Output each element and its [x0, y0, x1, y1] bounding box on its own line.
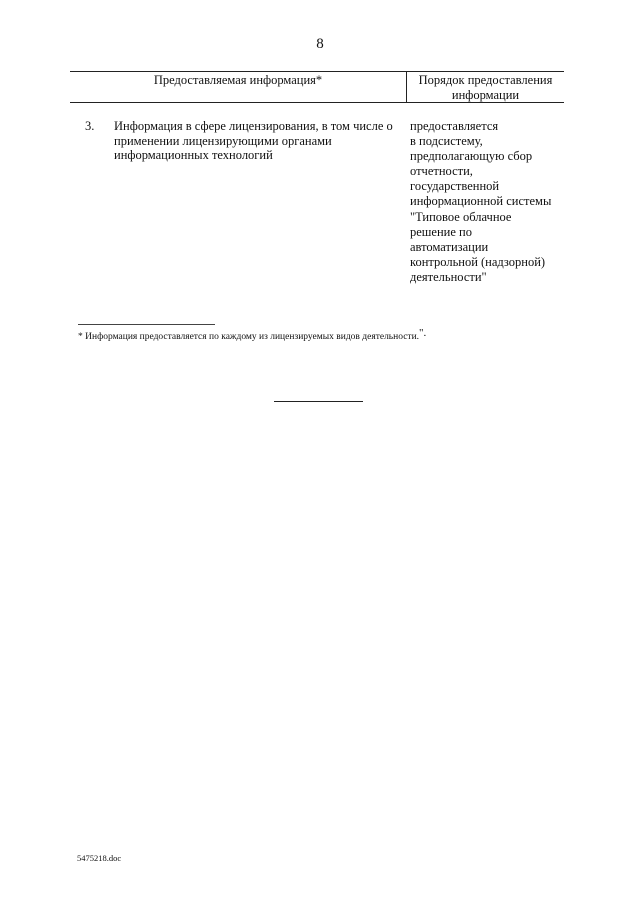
footnote-text: * Информация предоставляется по каждому из лицензируемых видов деятельности. [78, 332, 420, 342]
table-header-border [70, 102, 564, 103]
document-id: 5475218.doc [77, 853, 122, 863]
order-line: государственной [410, 179, 500, 194]
table-top-border [70, 71, 564, 72]
order-line: решение по [410, 224, 472, 239]
order-line: автоматизации [410, 239, 489, 254]
end-of-document-rule [274, 401, 363, 402]
order-line: предполагающую сбор [410, 149, 533, 164]
order-line: "Типовое облачное [410, 209, 512, 224]
row-info-text: Информация в сфере лицензирования, в том числе о применении лицензирующими органами информационных технологий [114, 119, 393, 162]
order-line: в подсистему, [410, 134, 483, 149]
order-line: отчетности, [410, 164, 473, 179]
order-line: контрольной (надзорной) [410, 254, 546, 269]
header-order: Порядок предоставления информации [418, 73, 553, 102]
footnote [78, 327, 427, 342]
order-line: деятельности" [410, 269, 487, 284]
order-line: предоставляется [410, 119, 499, 133]
page-number: 8 [316, 36, 324, 52]
order-line: информационной системы [410, 194, 552, 209]
footnote-separator [78, 324, 215, 325]
header-info: Предоставляемая информация* [153, 73, 323, 87]
row-number: 3. [85, 119, 95, 133]
row-order-text [410, 119, 570, 285]
footnote-close-quote: ". [419, 327, 427, 339]
